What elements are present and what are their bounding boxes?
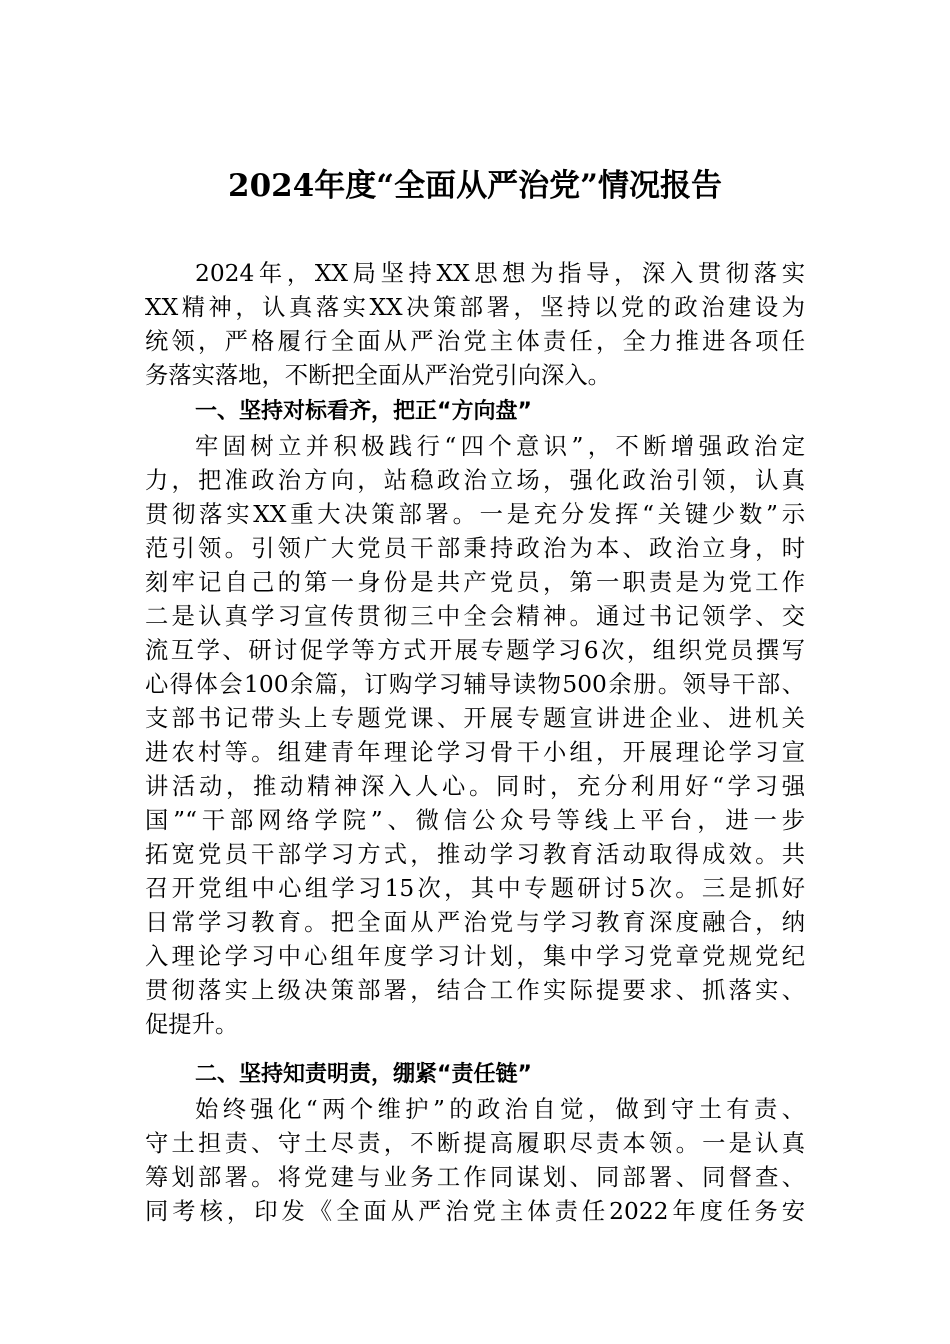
section-1-line: 促提升。: [145, 1011, 239, 1038]
section-1-line: 心得体会100余篇，订购学习辅导读物500余册。领导干部、: [145, 671, 805, 698]
document-title: 2024年度“全面从严治党”情况报告: [228, 168, 722, 204]
intro-line-3: 统领，严格履行全面从严治党主体责任，全力推进各项任: [145, 328, 805, 355]
section-1-line: 贯彻落实XX重大决策部署。一是充分发挥“关键少数”示: [145, 501, 805, 528]
section-1-line: 支部书记带头上专题党课、开展专题宣讲进企业、进机关: [145, 705, 805, 732]
section-1-line: 流互学、研讨促学等方式开展专题学习6次，组织党员撰写: [145, 637, 805, 664]
section-1-line: 国”“干部网络学院”、微信公众号等线上平台，进一步: [145, 807, 805, 834]
section-1-line: 范引领。引领广大党员干部秉持政治为本、政治立身，时: [145, 535, 805, 562]
section-1-line: 日常学习教育。把全面从严治党与学习教育深度融合，纳: [145, 909, 805, 936]
section-2-line: 守土担责、守土尽责，不断提高履职尽责本领。一是认真: [145, 1130, 805, 1157]
section-1-line: 召开党组中心组学习15次，其中专题研讨5次。三是抓好: [145, 875, 805, 902]
section-1-line: 二是认真学习宣传贯彻三中全会精神。通过书记领学、交: [145, 603, 805, 630]
section-1-line: 贯彻落实上级决策部署，结合工作实际提要求、抓落实、: [145, 977, 805, 1004]
section-1-line: 讲活动，推动精神深入人心。同时，充分利用好“学习强: [145, 773, 805, 800]
section-1-line: 牢固树立并积极践行“四个意识”，不断增强政治定: [195, 433, 805, 460]
section-1-line: 力，把准政治方向，站稳政治立场，强化政治引领，认真: [145, 467, 805, 494]
section-2-line: 筹划部署。将党建与业务工作同谋划、同部署、同督查、: [145, 1164, 805, 1191]
section-1-line: 进农村等。组建青年理论学习骨干小组，开展理论学习宣: [145, 739, 805, 766]
intro-line-2: XX精神，认真落实XX决策部署，坚持以党的政治建设为: [145, 294, 805, 321]
section-2-heading: 二、坚持知责明责，绷紧“责任链”: [195, 1062, 532, 1087]
intro-line-1: 2024年，XX局坚持XX思想为指导，深入贯彻落实: [195, 260, 805, 287]
section-1-line: 刻牢记自己的第一身份是共产党员，第一职责是为党工作: [145, 569, 805, 596]
section-2-line: 同考核，印发《全面从严治党主体责任2022年度任务安: [145, 1198, 805, 1225]
section-2-line: 始终强化“两个维护”的政治自觉，做到守土有责、: [195, 1096, 805, 1123]
section-1-heading: 一、坚持对标看齐，把正“方向盘”: [195, 399, 532, 424]
section-1-line: 入理论学习中心组年度学习计划，集中学习党章党规党纪: [145, 943, 805, 970]
section-1-line: 拓宽党员干部学习方式，推动学习教育活动取得成效。共: [145, 841, 805, 868]
intro-line-4: 务落实落地，不断把全面从严治党引向深入。: [145, 362, 611, 389]
